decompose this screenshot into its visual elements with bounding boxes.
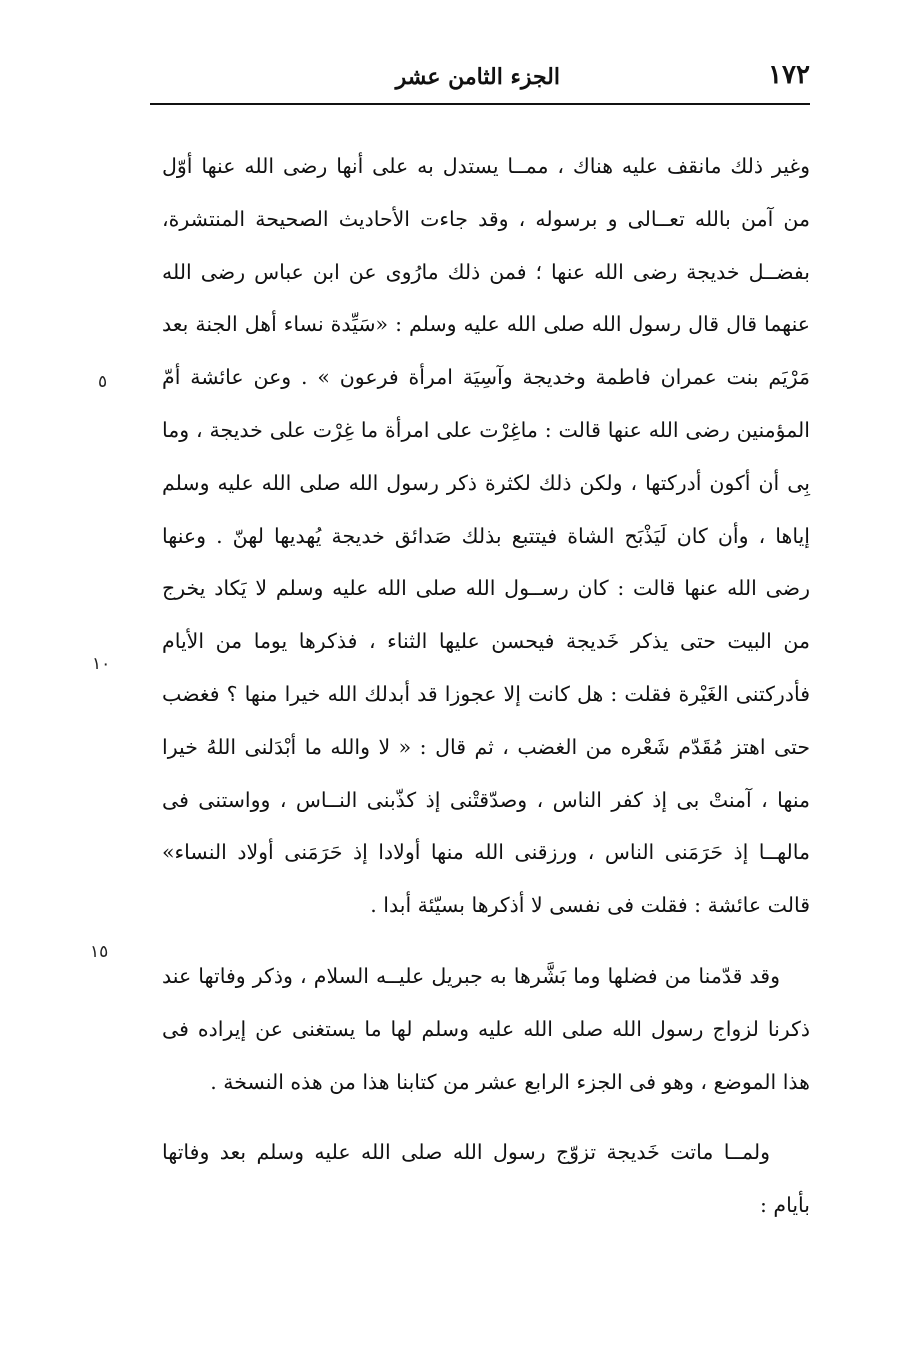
paragraph-3: ولمــا ماتت خَديجة تزوّج رسول الله صلى الله عليه وسلم بعد وفاتها بأيام : <box>162 1140 810 1218</box>
paragraph-2: وقد قدّمنا من فضلها وما بَشَّرها به جبريل عليــه السلام ، وذكر وفاتها عند ذكرنا لزواج رسول الله صلى الله عليه وسلم لها ما يستغنى عن إيراده فى هذا الموضع ، وهو فى الجزء الرابع عشر من كتابنا هذا من هذه النسخة . <box>162 963 810 1094</box>
running-title: الجزء الثامن عشر <box>395 64 560 90</box>
body-text <box>162 140 810 1232</box>
margin-line-number-15: ١٥ <box>90 942 109 962</box>
header-rule <box>150 103 810 105</box>
paragraph-1: وغير ذلك مانقف عليه هناك ، ممــا يستدل به على أنها رضى الله عنها أوّل من آمن بالله تعــالى و برسوله ، وقد جاءت الأحاديث الصحيحة المنتشرة، بفضــل خديجة رضى الله عنها ؛ فمن ذلك مارُوى عن ابن عباس رضى الله عنهما قال قال رسول الله صلى الله عليه وسلم : «سَيِّدة نساء أهل الجنة بعد مَرْيَم بنت عمران فاطمة وخديجة وآسِيَة امرأة فرعون » . وعن عائشة أمّ المؤمنين رضى الله عنها قالت : ماغِرْت على امرأة ما غِرْت على خديجة ، وما بِى أن أكون أدركتها ، ولكن ذلك لكثرة ذكر رسول الله صلى الله عليه وسلم إياها ، وأن كان لَيَذْبَح الشاة فيتتبع بذلك صَدائق خديجة يُهديها لهنّ . وعنها رضى الله عنها قالت : كان رســول الله صلى الله عليه وسلم لا يَكاد يخرج من البيت حتى يذكر خَديجة فيحسن عليها الثناء ، فذكرها يوما من الأيام فأدركتنى الغَيْرة فقلت : هل كانت إلا عجوزا قد أبدلك الله خيرا منها ؟ فغضب حتى اهتز مُقَدّم شَعْره من الغضب ، ثم قال : « لا والله ما أبْدَلنى اللهُ خيرا منها ، آمنتْ بى إذ كفر الناس ، وصدّقتْنى إذ كذّبنى النــاس ، وواستنى فى مالهــا إذ حَرَمَنى الناس ، ورزقنى الله منها أولادا إذ حَرَمَنى أولاد النساء» قالت عائشة : فقلت فى نفسى لا أذكرها بسيّئة أبدا . <box>162 154 810 918</box>
margin-line-number-10: ١٠ <box>92 654 111 674</box>
page-number: ١٧٢ <box>768 60 810 90</box>
margin-line-number-5: ٥ <box>98 372 108 392</box>
page-header <box>150 58 810 102</box>
